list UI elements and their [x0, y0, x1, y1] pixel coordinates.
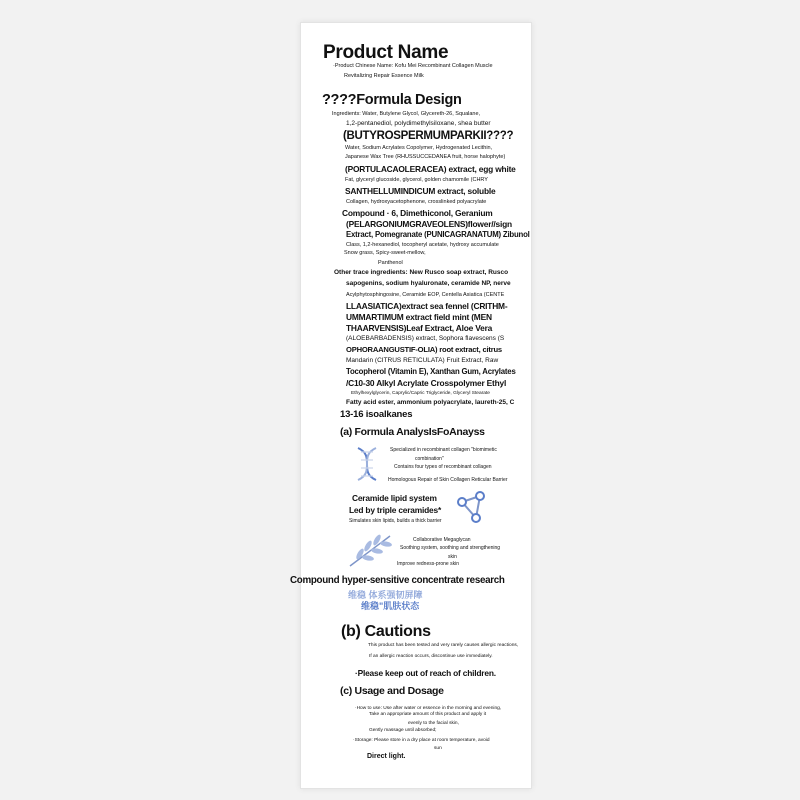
feature-text: Specialized in recombinant collagen "biomimetic [390, 447, 497, 453]
ingredient-line: Snow grass, Spicy-sweet-mellow, [344, 250, 426, 256]
ingredient-line: (PELARGONIUMGRAVEOLENS)flower//sign [346, 219, 512, 229]
ingredient-line: Collagen, hydroxyacetophenone, crosslinked polyacrylate [346, 199, 487, 205]
ingredient-line: Compound · 6, Dimethiconol, Geranium [342, 208, 493, 218]
caution-text: This product has been tested and very rarely causes allergic reactions, [368, 643, 519, 648]
ingredient-line: Extract, Pomegranate (PUNICAGRANATUM) Zibunol [346, 230, 530, 239]
caution-text: ·Please keep out of reach of children. [355, 668, 496, 678]
chinese-name: ·Product Chinese Name: Kofu Mei Recombinant Collagen Muscle [333, 63, 493, 69]
analysis-heading: (a) Formula AnalysIsFoAnayss [340, 426, 485, 438]
dna-icon [354, 446, 380, 482]
usage-text: ·How to use: Use after water or essence in the morning and evening, [355, 706, 502, 711]
ingredient-line: THAARVENSIS)Leaf Extract, Aloe Vera [346, 323, 493, 333]
cautions-heading: (b) Cautions [341, 623, 431, 640]
ingredient-line: Water, Sodium Acrylates Copolymer, Hydrogenated Lecithin, [345, 145, 493, 151]
feature-text: combination" [415, 456, 444, 462]
feature-text: Contains four types of recombinant collagen [394, 464, 492, 470]
usage-text: evenly to the facial skin, [408, 721, 459, 726]
ingredient-line: Japanese Wax Tree (RHUSSUCCEDANEA fruit, horse halophyte) [345, 154, 506, 160]
ingredient-line: Ingredients: Water, Butylene Glycol, Glycereth-26, Squalane, [332, 111, 481, 117]
ingredient-line: (PORTULACAOLERACEA) extract, egg white [345, 164, 516, 174]
leaf-icon [346, 532, 396, 570]
formula-heading: ????Formula Design [322, 92, 462, 108]
usage-heading: (c) Usage and Dosage [340, 685, 444, 697]
ingredient-line: Class, 1,2-hexanediol, tocopheryl acetate, hydroxy accumulate [346, 242, 499, 248]
usage-text: sun [434, 746, 442, 751]
feature-text-cn: 维稳 体系强韧屏障 [348, 590, 423, 600]
ingredient-line: Tocopherol (Vitamin E), Xanthan Gum, Acrylates [346, 367, 516, 376]
feature-text: Homologous Repair of Skin Collagen Reticular Barrier [388, 477, 508, 483]
ingredient-line: Panthenol [378, 260, 403, 266]
ingredient-line: Ethylhexylglycerin, Caprylic/Capric Triglyceride, Glyceryl Stearate [351, 391, 490, 396]
ingredient-line: Acylphytosphingosine, Ceramide EOP, Centella Asiatica (CENTE [346, 292, 505, 298]
usage-text: Take an appropriate amount of this product and apply it [369, 712, 487, 717]
page-title: Product Name [323, 42, 449, 63]
feature-text: Improve redness-prone skin [397, 561, 459, 567]
usage-text: Direct light. [367, 753, 406, 760]
ingredient-line: Fatty acid ester, ammonium polyacrylate, laureth-25, C [346, 399, 515, 406]
feature-text-cn: 维稳"肌肤状态 [361, 601, 420, 611]
feature-text: Simulates skin lipids, builds a thick barrier [349, 518, 442, 524]
ingredient-line: OPHORAANGUSTIF-OLIA) root extract, citrus [346, 345, 502, 354]
usage-text: ·Storage: Please store in a dry place at room temperature, avoid [353, 738, 490, 743]
usage-text: Gently massage until absorbed; [369, 728, 437, 733]
feature-text: skin [448, 554, 457, 560]
feature-text: Collaborative Megaglycan [413, 537, 471, 543]
caution-text: If an allergic reaction occurs, discontinue use immediately. [369, 654, 493, 659]
ingredient-line: Fat, glyceryl glucoside, glycerol, golden chamomile (CHRY [345, 177, 488, 183]
ingredient-line: sapogenins, sodium hyaluronate, ceramide NP, nerve [346, 280, 511, 287]
ingredient-line: LLAASIATICA)extract sea fennel (CRITHM- [346, 301, 508, 311]
ingredient-line: Mandarin (CITRUS RETICULATA) Fruit Extract, Raw [346, 357, 499, 364]
ingredient-line: (BUTYROSPERMUMPARKII???? [343, 130, 514, 142]
ingredient-line: UMMARTIMUM extract field mint (MEN [346, 312, 492, 322]
feature-title: Led by triple ceramides* [349, 505, 442, 515]
ingredient-line: Other trace ingredients: New Rusco soap extract, Rusco [334, 269, 509, 276]
feature-text: Soothing system, soothing and strengthening [400, 545, 501, 551]
ingredient-line: 13-16 isoalkanes [340, 409, 413, 420]
feature-title: Ceramide lipid system [352, 493, 437, 503]
ingredient-line: /C10-30 Alkyl Acrylate Crosspolymer Ethyl [346, 378, 507, 388]
ingredient-line: (ALOEBARBADENSIS) extract, Sophora flavescens (S [346, 335, 505, 342]
ingredient-line: SANTHELLUMINDICUM extract, soluble [345, 186, 496, 196]
molecule-icon [452, 490, 492, 526]
chinese-name-cont: Revitalizing Repair Essence Milk [344, 73, 424, 79]
feature-title: Compound hyper-sensitive concentrate research [290, 575, 505, 586]
ingredient-line: 1,2-pentanediol, polydimethylsiloxane, shea butter [346, 120, 491, 127]
